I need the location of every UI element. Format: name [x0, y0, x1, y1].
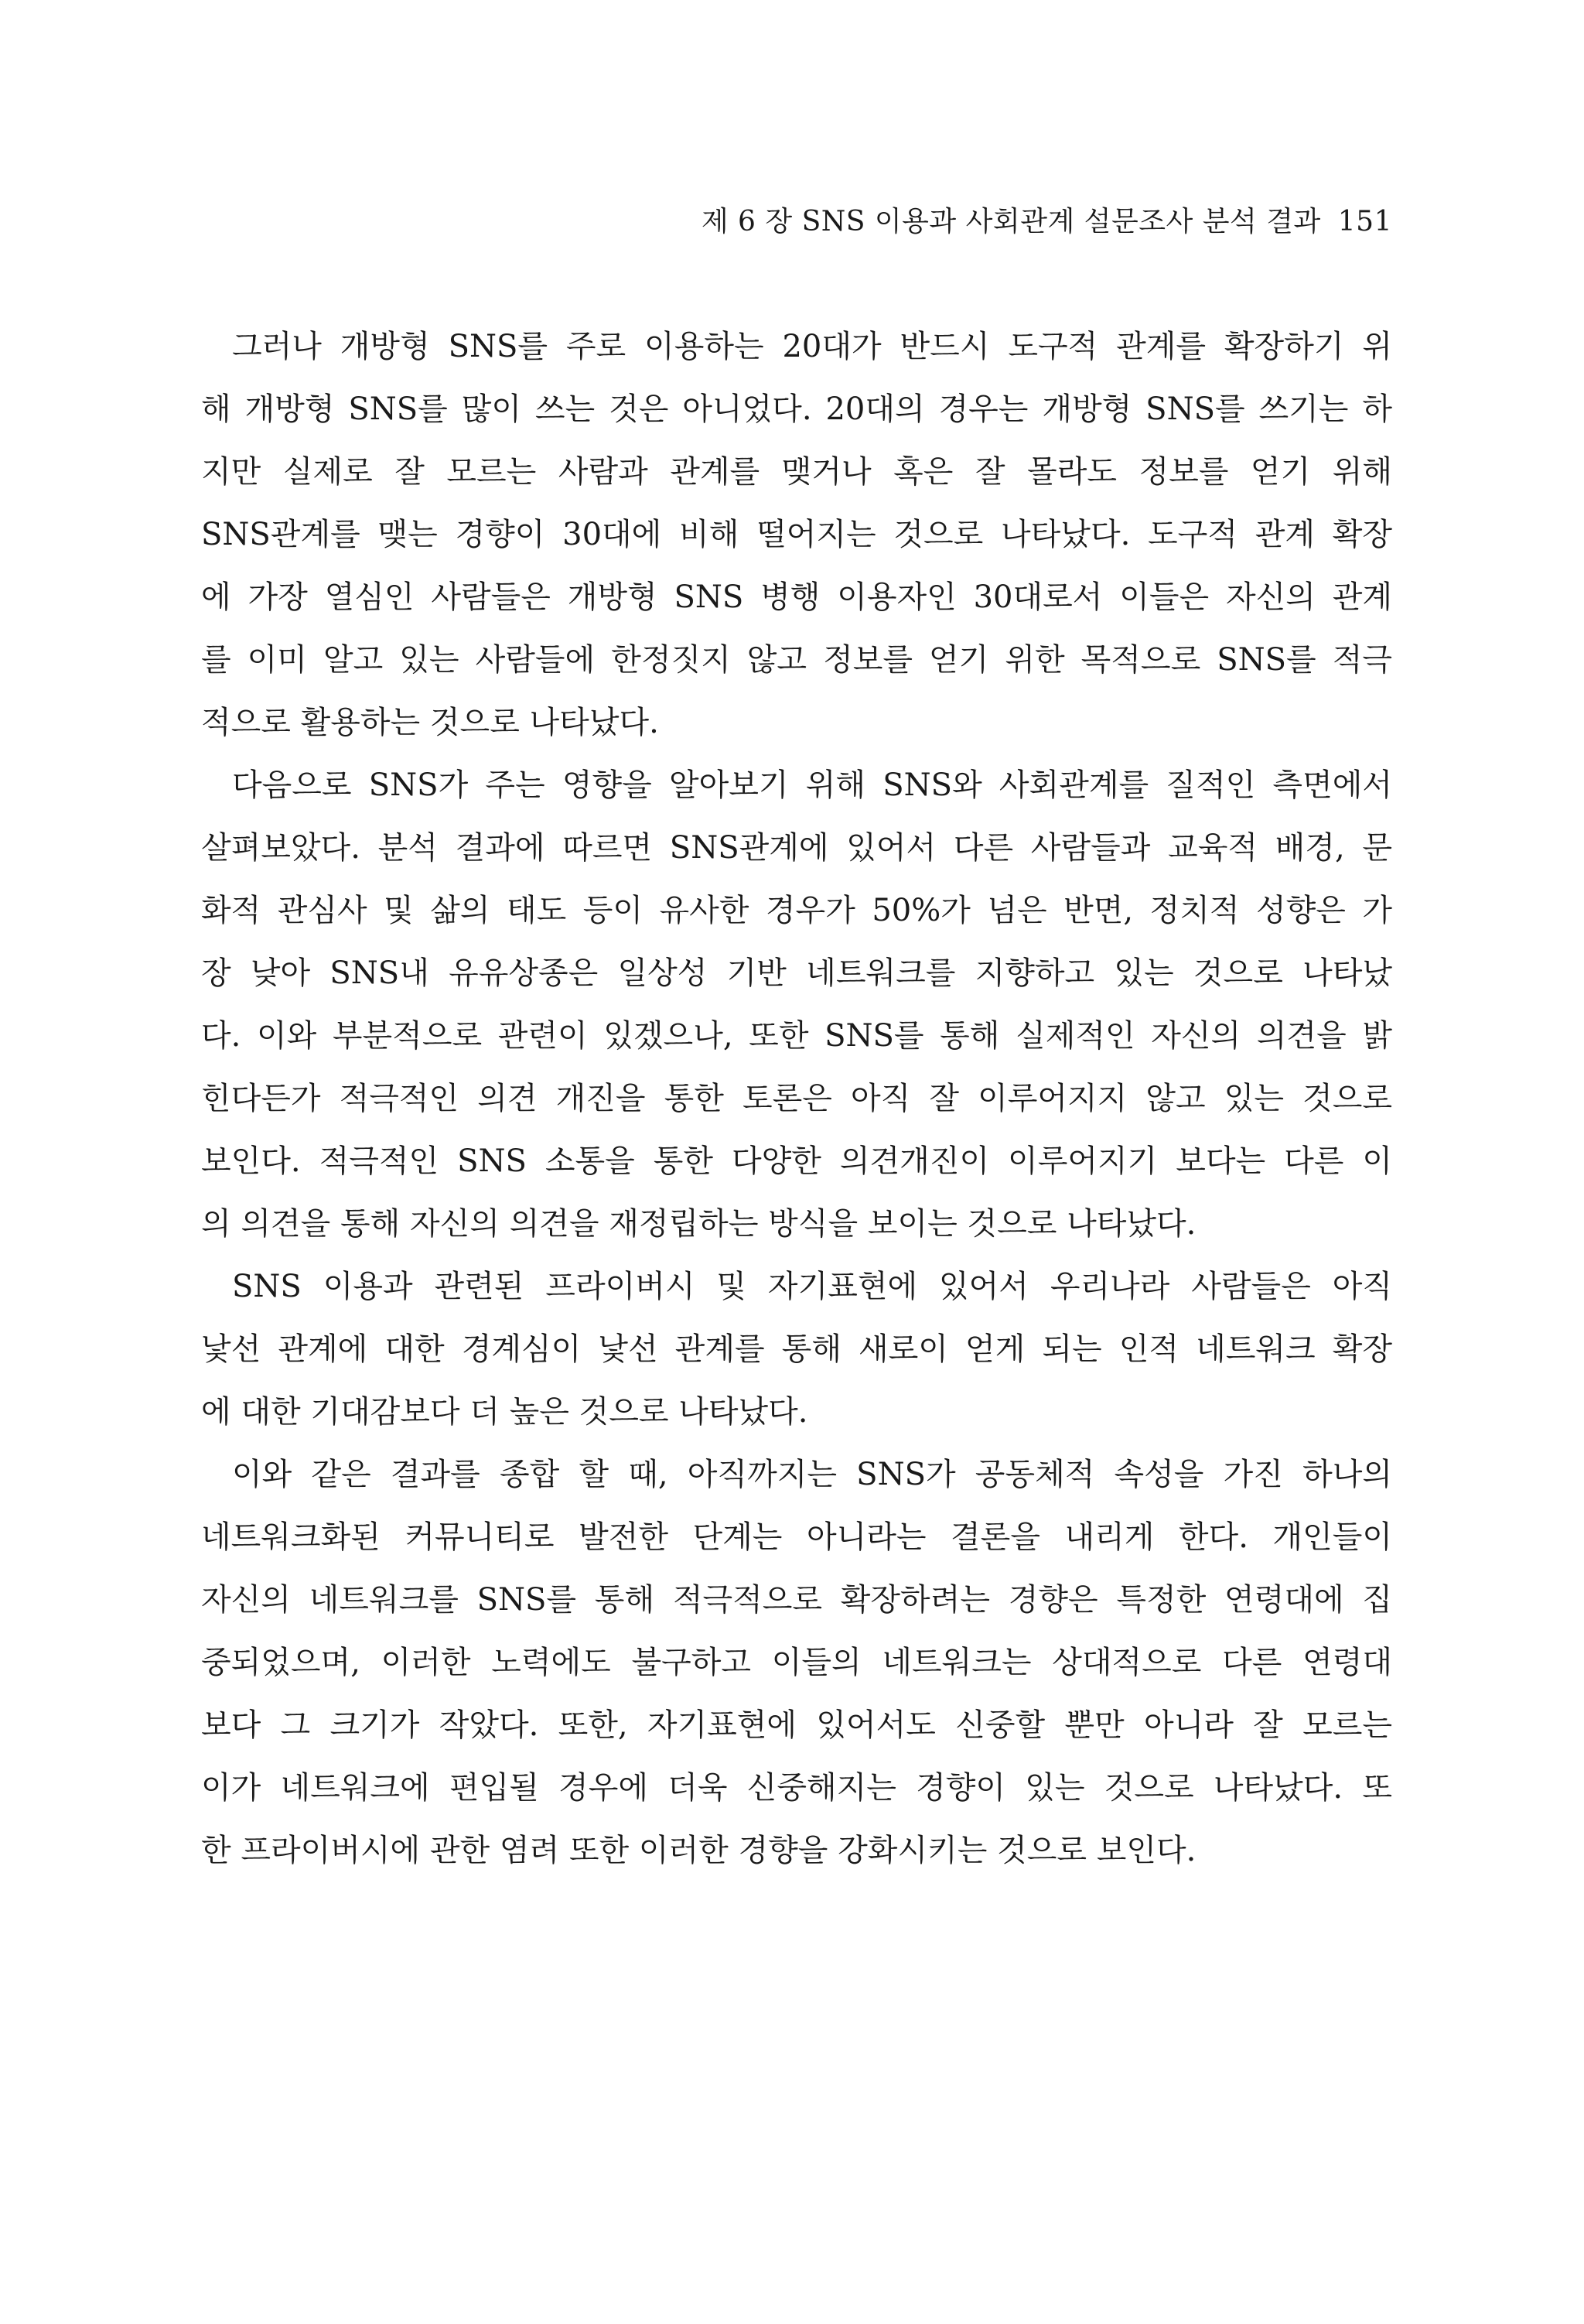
text-line: 이와 같은 결과를 종합 할 때, 아직까지는 SNS가 공동체적 속성을 가진 하나의 — [232, 1457, 1392, 1492]
paragraph-4 — [201, 1444, 1392, 1882]
text-line: 네트워크화된 커뮤니티로 발전한 단계는 아니라는 결론을 내리게 한다. 개인들이 — [201, 1519, 1392, 1555]
paragraph-1 — [201, 316, 1392, 754]
text-line: 다음으로 SNS가 주는 영향을 알아보기 위해 SNS와 사회관계를 질적인 측면에서 — [232, 767, 1392, 803]
text-line: 중되었으며, 이러한 노력에도 불구하고 이들의 네트워크는 상대적으로 다른 연령대 — [201, 1645, 1392, 1680]
text-line: 보다 그 크기가 작았다. 또한, 자기표현에 있어서도 신중할 뿐만 아니라 잘 모르는 — [201, 1707, 1392, 1743]
text-line: SNS관계를 맺는 경향이 30대에 비해 떨어지는 것으로 나타났다. 도구적 관계 확장 — [201, 517, 1392, 552]
text-line: 한 프라이버시에 관한 염려 또한 이러한 경향을 강화시키는 것으로 보인다. — [201, 1833, 1197, 1868]
paragraph-2 — [201, 754, 1392, 1256]
text-line: 해 개방형 SNS를 많이 쓰는 것은 아니었다. 20대의 경우는 개방형 SNS를 쓰기는 하 — [201, 391, 1392, 427]
running-title: 제 6 장 SNS 이용과 사회관계 설문조사 분석 결과 — [701, 206, 1321, 238]
text-line: 장 낮아 SNS내 유유상종은 일상성 기반 네트워크를 지향하고 있는 것으로 나타났 — [201, 955, 1392, 991]
text-line: 화적 관심사 및 삶의 태도 등이 유사한 경우가 50%가 넘은 반면, 정치적 성향은 가 — [201, 893, 1392, 928]
text-line: SNS 이용과 관련된 프라이버시 및 자기표현에 있어서 우리나라 사람들은 아직 — [232, 1269, 1392, 1304]
text-line: 다. 이와 부분적으로 관련이 있겠으나, 또한 SNS를 통해 실제적인 자신의 의견을 밝 — [201, 1018, 1392, 1054]
text-line: 에 가장 열심인 사람들은 개방형 SNS 병행 이용자인 30대로서 이들은 자신의 관계 — [201, 579, 1392, 615]
text-line: 지만 실제로 잘 모르는 사람과 관계를 맺거나 혹은 잘 몰라도 정보를 얻기 위해 — [201, 454, 1392, 490]
text-line: 낯선 관계에 대한 경계심이 낯선 관계를 통해 새로이 얻게 되는 인적 네트워크 확장 — [201, 1331, 1392, 1367]
text-line: 적으로 활용하는 것으로 나타났다. — [201, 705, 659, 740]
text-line: 이가 네트워크에 편입될 경우에 더욱 신중해지는 경향이 있는 것으로 나타났다. 또 — [201, 1770, 1392, 1806]
page-number: 151 — [1337, 206, 1392, 238]
text-line: 살펴보았다. 분석 결과에 따르면 SNS관계에 있어서 다른 사람들과 교육적 배경, 문 — [201, 830, 1392, 866]
text-line: 그러나 개방형 SNS를 주로 이용하는 20대가 반드시 도구적 관계를 확장하기 위 — [232, 329, 1392, 364]
text-line: 보인다. 적극적인 SNS 소통을 통한 다양한 의견개진이 이루어지기 보다는 다른 이 — [201, 1143, 1392, 1179]
text-line: 자신의 네트워크를 SNS를 통해 적극적으로 확장하려는 경향은 특정한 연령대에 집 — [201, 1582, 1392, 1618]
text-line: 에 대한 기대감보다 더 높은 것으로 나타났다. — [201, 1394, 808, 1430]
text-line: 를 이미 알고 있는 사람들에 한정짓지 않고 정보를 얻기 위한 목적으로 SNS를 적극 — [201, 642, 1392, 678]
body-text — [201, 316, 1392, 1882]
paragraph-3 — [201, 1256, 1392, 1444]
running-header — [201, 203, 1392, 241]
text-line: 의 의견을 통해 자신의 의견을 재정립하는 방식을 보이는 것으로 나타났다. — [201, 1206, 1197, 1242]
text-line: 힌다든가 적극적인 의견 개진을 통한 토론은 아직 잘 이루어지지 않고 있는 것으로 — [201, 1081, 1392, 1116]
